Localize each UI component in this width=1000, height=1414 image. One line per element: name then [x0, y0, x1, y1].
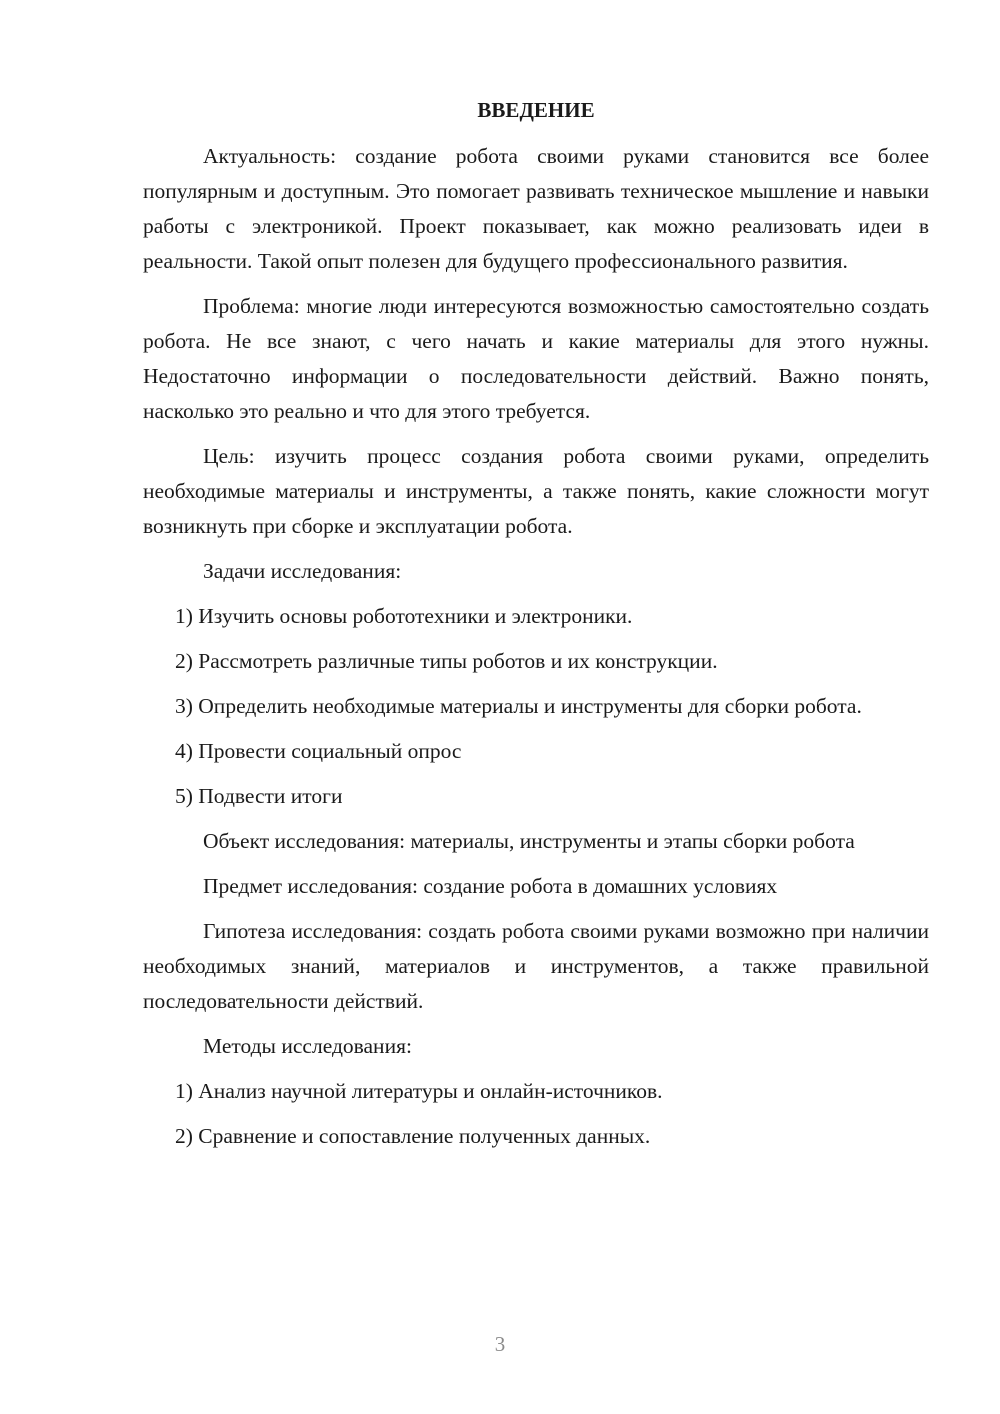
task-item: 5) Подвести итоги	[175, 784, 343, 808]
problem-paragraph: Проблема: многие люди интересуются возможностью самостоятельно создать робота. Не все знают, с чего начать и какие материалы для этого нужны. Недостаточно информации о последовательности действий. Важно понять, насколько это реально и что для этого требуется.	[143, 294, 929, 423]
document-page	[143, 95, 929, 1164]
hypothesis-paragraph: Гипотеза исследования: создать робота своими руками возможно при наличии необходимых знаний, материалов и инструментов, а также правильной последовательности действий.	[143, 919, 929, 1013]
task-item: 2) Рассмотреть различные типы роботов и их конструкции.	[175, 649, 718, 673]
object-paragraph: Объект исследования: материалы, инструменты и этапы сборки робота	[203, 829, 855, 853]
tasks-heading: Задачи исследования:	[203, 559, 402, 583]
task-item: 1) Изучить основы робототехники и электроники.	[175, 604, 633, 628]
methods-heading: Методы исследования:	[203, 1034, 412, 1058]
relevance-paragraph: Актуальность: создание робота своими руками становится все более популярным и доступным. Это помогает развивать техническое мышление и навыки работы с электроникой. Проект показывает, как можно реализовать идеи в реальности. Такой опыт полезен для будущего профессионального развития.	[143, 144, 929, 273]
task-item: 3) Определить необходимые материалы и инструменты для сборки робота.	[175, 694, 862, 718]
task-item: 4) Провести социальный опрос	[175, 739, 462, 763]
method-item: 1) Анализ научной литературы и онлайн-источников.	[175, 1079, 663, 1103]
method-item: 2) Сравнение и сопоставление полученных данных.	[175, 1124, 651, 1148]
page-number: 3	[494, 1332, 506, 1356]
section-title: ВВЕДЕНИЕ	[477, 98, 595, 122]
subject-paragraph: Предмет исследования: создание робота в домашних условиях	[203, 874, 778, 898]
goal-paragraph: Цель: изучить процесс создания робота своими руками, определить необходимые материалы и инструменты, а также понять, какие сложности могут возникнуть при сборке и эксплуатации робота.	[143, 444, 929, 538]
